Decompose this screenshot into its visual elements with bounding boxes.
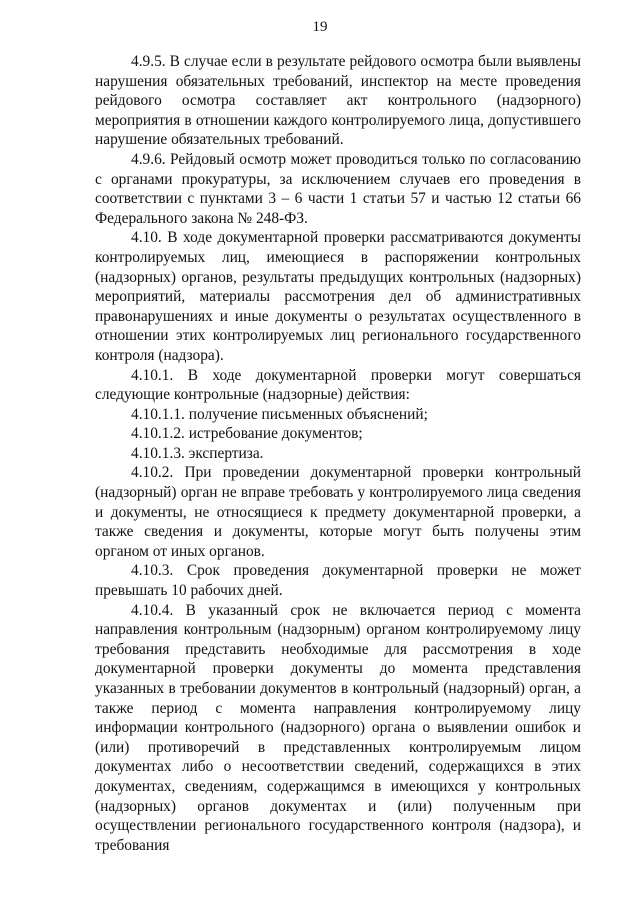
- document-body: [95, 52, 581, 855]
- paragraph-4-10-2: 4.10.2. При проведении документарной проверки контрольный (надзорный) орган не вправе требовать у контролируемого лица сведения и документы, не относящиеся к предмету документарной проверки, а также сведения и документы, которые могут быть получены этим органом от иных органов.: [95, 464, 581, 560]
- paragraph-4-9-6: 4.9.6. Рейдовый осмотр может проводиться только по согласованию с органами прокуратуры, за исключением случаев его проведения в соответствии с пунктами 3 – 6 части 1 статьи 57 и частью 12 статьи 66 Федерального закона № 248-ФЗ.: [95, 150, 581, 227]
- paragraph-4-10-4: 4.10.4. В указанный срок не включается период с момента направления контрольным (надзорным) органом контролируемому лицу требования представить необходимые для рассмотрения в ходе документарной проверки документы до момента представления указанных в требовании документов в контрольный (надзорный) орган, а также период с момента направления контролируемому лицу информации контрольного (надзорного) органа о выявлении ошибок и (или) противоречий в представленных контролируемым лицом документах либо о несоответствии сведений, содержащихся в этих документах, сведениям, содержащимся в имеющихся у контрольных (надзорных) органов документах и (или) полученным при осуществлении регионального государственного контроля (надзора), и требования: [95, 601, 581, 854]
- paragraph-4-10-1-1: 4.10.1.1. получение письменных объяснений;: [131, 405, 428, 423]
- paragraph-4-10-3: 4.10.3. Срок проведения документарной проверки не может превышать 10 рабочих дней.: [95, 562, 581, 600]
- paragraph-4-10-1: 4.10.1. В ходе документарной проверки могут совершаться следующие контрольные (надзорные) действия:: [95, 366, 581, 404]
- paragraph-4-10-1-3: 4.10.1.3. экспертиза.: [131, 444, 264, 462]
- paragraph-4-10-1-2: 4.10.1.2. истребование документов;: [131, 425, 363, 443]
- page-number: 19: [312, 19, 328, 35]
- paragraph-4-10: 4.10. В ходе документарной проверки рассматриваются документы контролируемых лиц, имеющиеся в распоряжении контрольных (надзорных) органов, результаты предыдущих контрольных (надзорных) мероприятий, материалы рассмотрения дел об административных правонарушениях и иные документы о результатах осуществленного в отношении этих контролируемых лиц регионального государственного контроля (надзора).: [95, 229, 581, 364]
- paragraph-4-9-5: 4.9.5. В случае если в результате рейдового осмотра были выявлены нарушения обязательных требований, инспектор на месте проведения рейдового осмотра составляет акт контрольного (надзорного) мероприятия в отношении каждого контролируемого лица, допустившего нарушение обязательных требований.: [95, 53, 581, 149]
